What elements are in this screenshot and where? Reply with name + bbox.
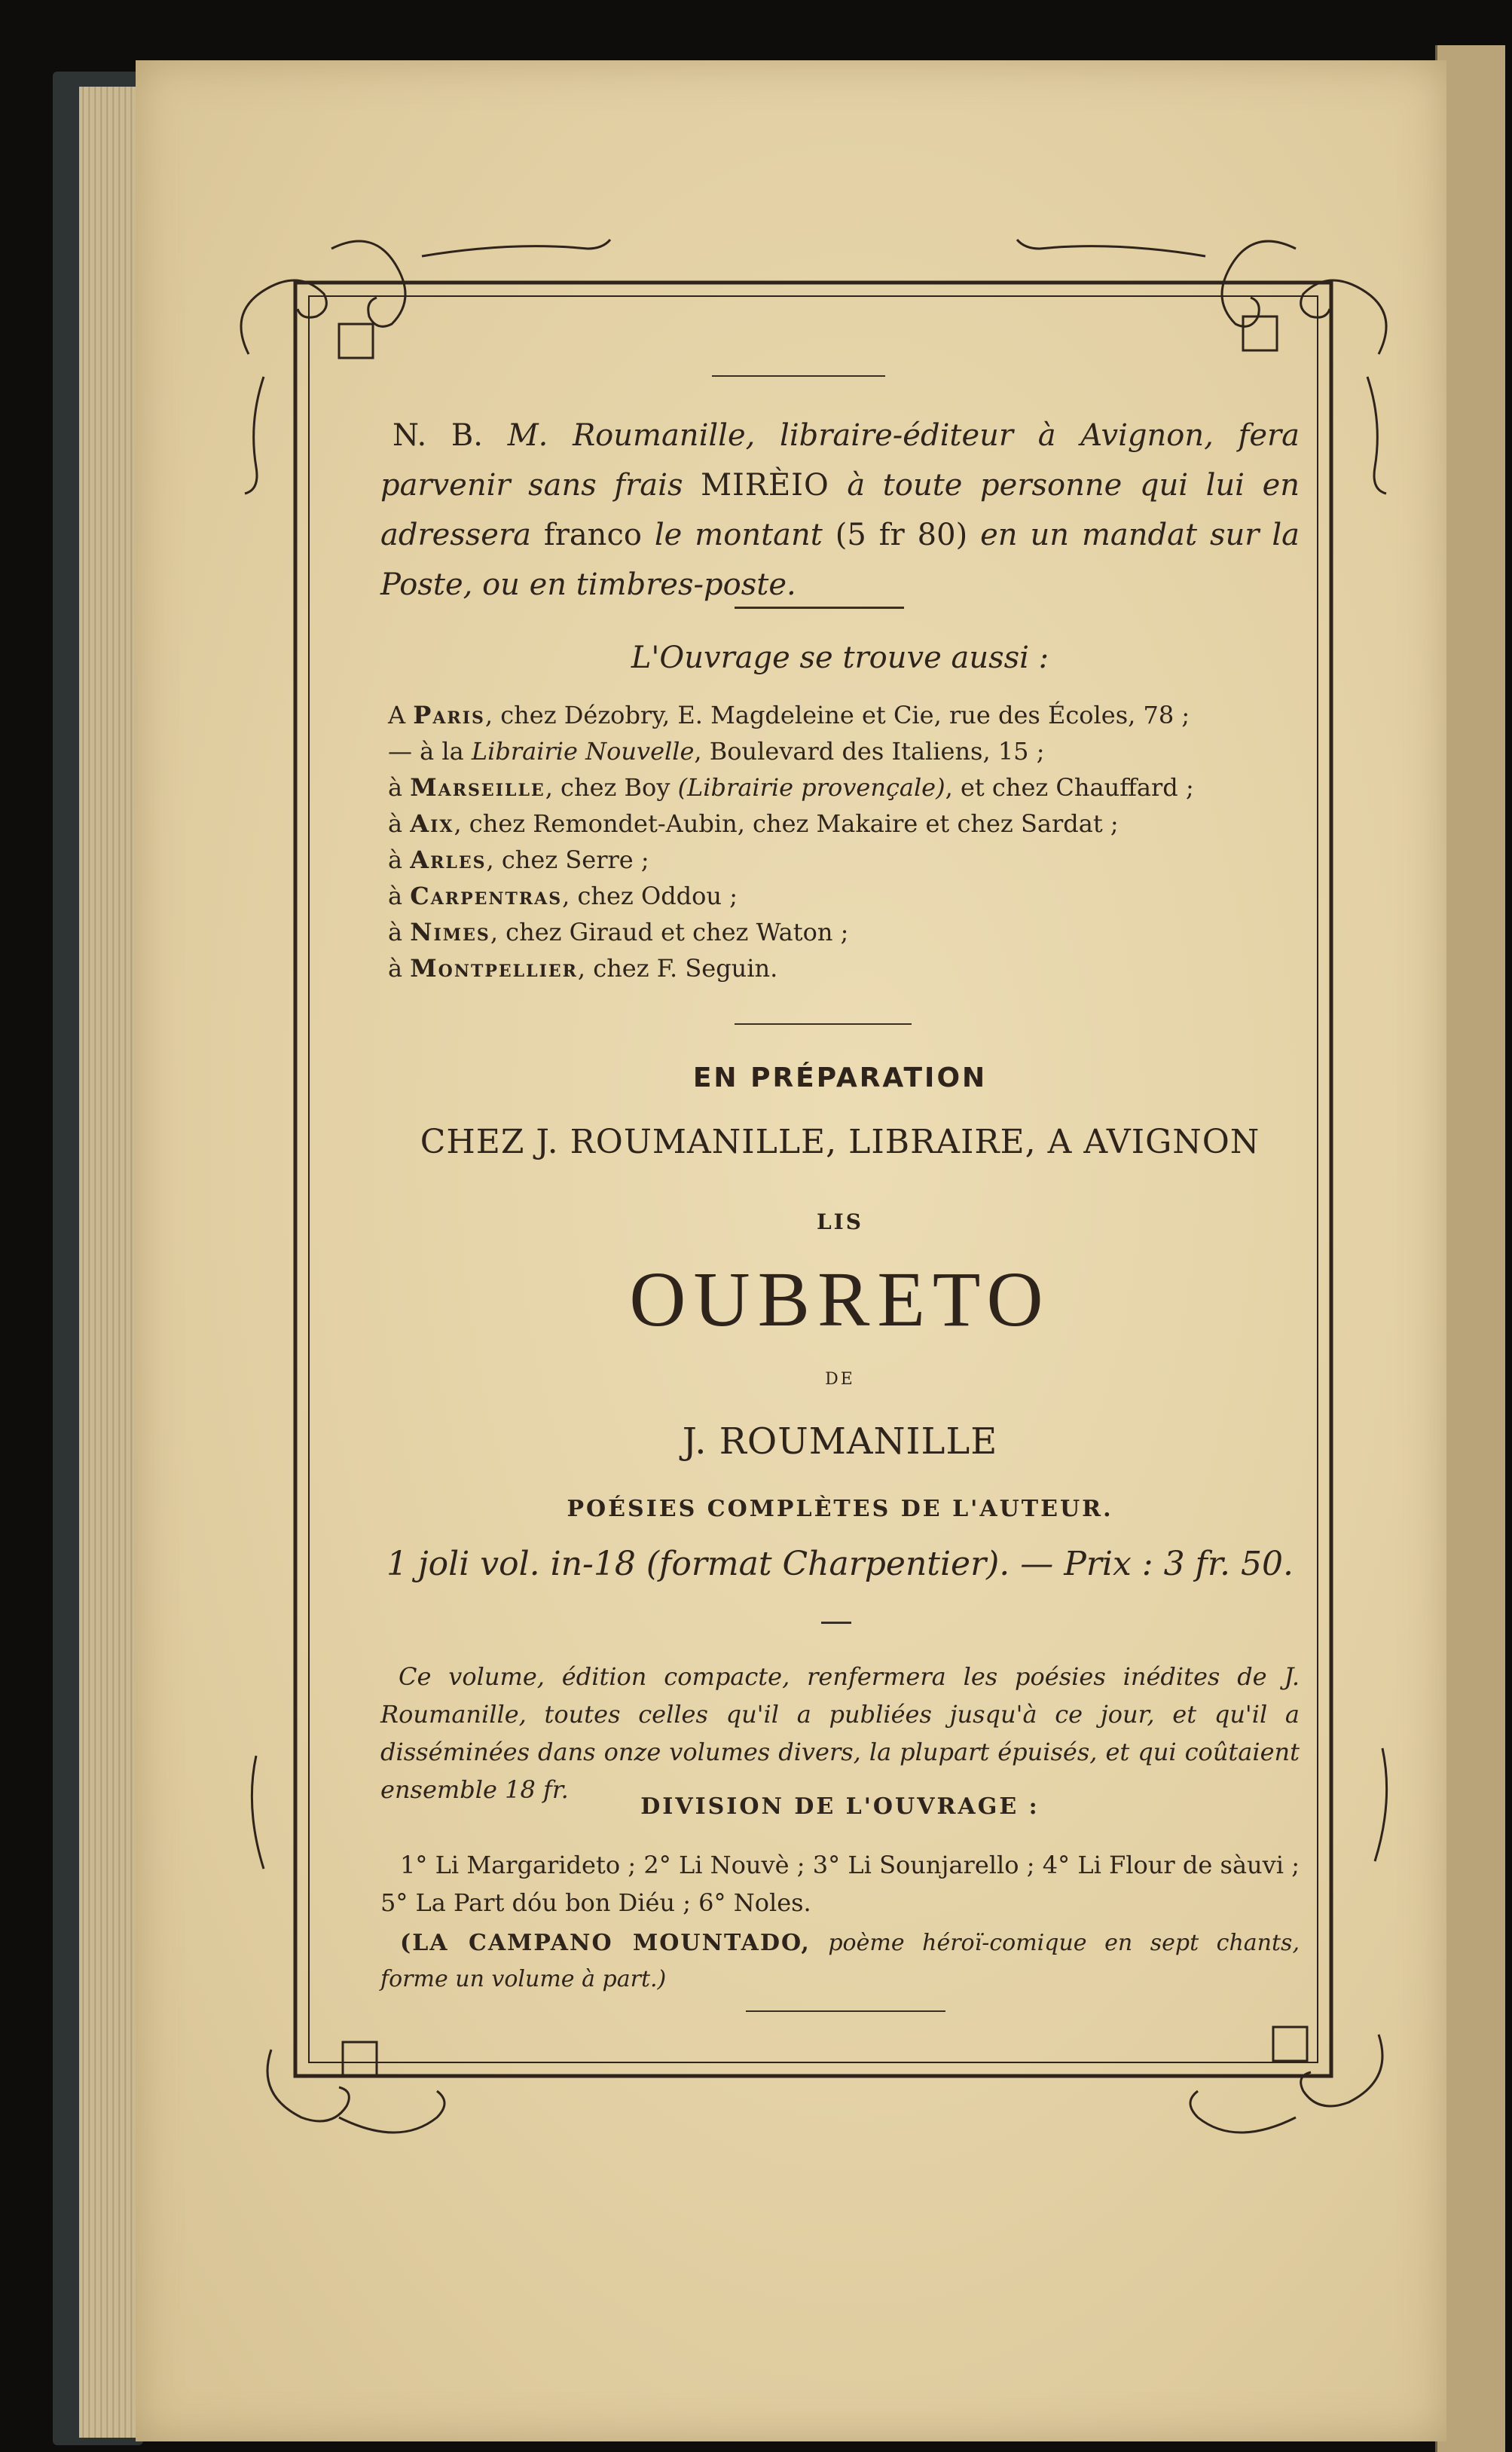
availability-heading: L'Ouvrage se trouve aussi : <box>631 641 1049 675</box>
list-bottom-rule <box>735 1023 912 1025</box>
list-item: à Aix, chez Remondet-Aubin, chez Makaire et chez Sardat ; <box>388 809 1119 838</box>
division-heading: DIVISION DE L'OUVRAGE : <box>640 1793 1040 1820</box>
nb-text-b: à toute personne qui lui en adressera <box>380 468 1300 552</box>
nb-paragraph <box>380 411 1300 610</box>
list-item: — à la Librairie Nouvelle, Boulevard des Italiens, 15 ; <box>388 737 1045 766</box>
nb-text-c: le montant <box>641 518 835 552</box>
availability-list <box>388 697 1292 986</box>
short-dash-rule <box>821 1622 851 1624</box>
list-item: à Arles, chez Serre ; <box>388 845 649 874</box>
list-item: à Montpellier, chez F. Seguin. <box>388 954 778 983</box>
note-paragraph <box>380 1925 1300 1998</box>
note-title: (LA CAMPANO MOUNTADO, <box>400 1930 811 1956</box>
list-item: à Carpentras, chez Oddou ; <box>388 882 738 910</box>
format-price-line: 1 joli vol. in-18 (format Charpentier). — Prix : 3 fr. 50. <box>386 1545 1294 1583</box>
preposition-de: DE <box>825 1370 855 1389</box>
nb-franco: franco <box>543 518 642 552</box>
top-rule <box>712 375 885 377</box>
final-rule <box>746 2010 945 2012</box>
list-item: à Nimes, chez Giraud et chez Waton ; <box>388 918 849 946</box>
book-title: OUBRETO <box>629 1256 1051 1343</box>
note-text: poème héroï-comique en sept chants, forme un volume à part.) <box>380 1930 1300 1992</box>
nb-text-d: en un mandat sur la Poste, ou en timbres-poste. <box>380 518 1300 602</box>
nb-prefix: N. B. <box>393 418 508 453</box>
preparation-heading: EN PRÉPARATION <box>692 1062 988 1093</box>
list-item: A Paris, chez Dézobry, E. Magdeleine et Cie, rue des Écoles, 78 ; <box>388 701 1190 729</box>
list-item: à Marseille, chez Boy (Librairie provençale), et chez Chauffard ; <box>388 773 1194 802</box>
nb-text-a: M. Roumanille, libraire-éditeur à Avignon, fera parvenir sans frais <box>380 418 1300 503</box>
nb-price: (5 fr 80) <box>835 518 968 552</box>
article-lis: LIS <box>816 1209 863 1234</box>
nb-title: MIRÈIO <box>701 468 829 503</box>
description-paragraph: Ce volume, édition compacte, renfermera les poésies inédites de J. Roumanille, toutes celles qu'il a publiées jusqu'à ce jour, et qu'il a disséminées dans onze volumes divers, la plupart épuisés, et qui coûtaient ensemble 18 fr. <box>380 1662 1300 1804</box>
author-name: J. ROUMANILLE <box>682 1420 998 1463</box>
publisher-line: CHEZ J. ROUMANILLE, LIBRAIRE, A AVIGNON <box>420 1123 1260 1161</box>
parts-list: 1° Li Margarideto ; 2° Li Nouvè ; 3° Li Sounjarello ; 4° Li Flour de sàuvi ; 5° La Part dóu bon Diéu ; 6° Noles. <box>380 1851 1300 1917</box>
book-subtitle: POÉSIES COMPLÈTES DE L'AUTEUR. <box>567 1496 1113 1522</box>
